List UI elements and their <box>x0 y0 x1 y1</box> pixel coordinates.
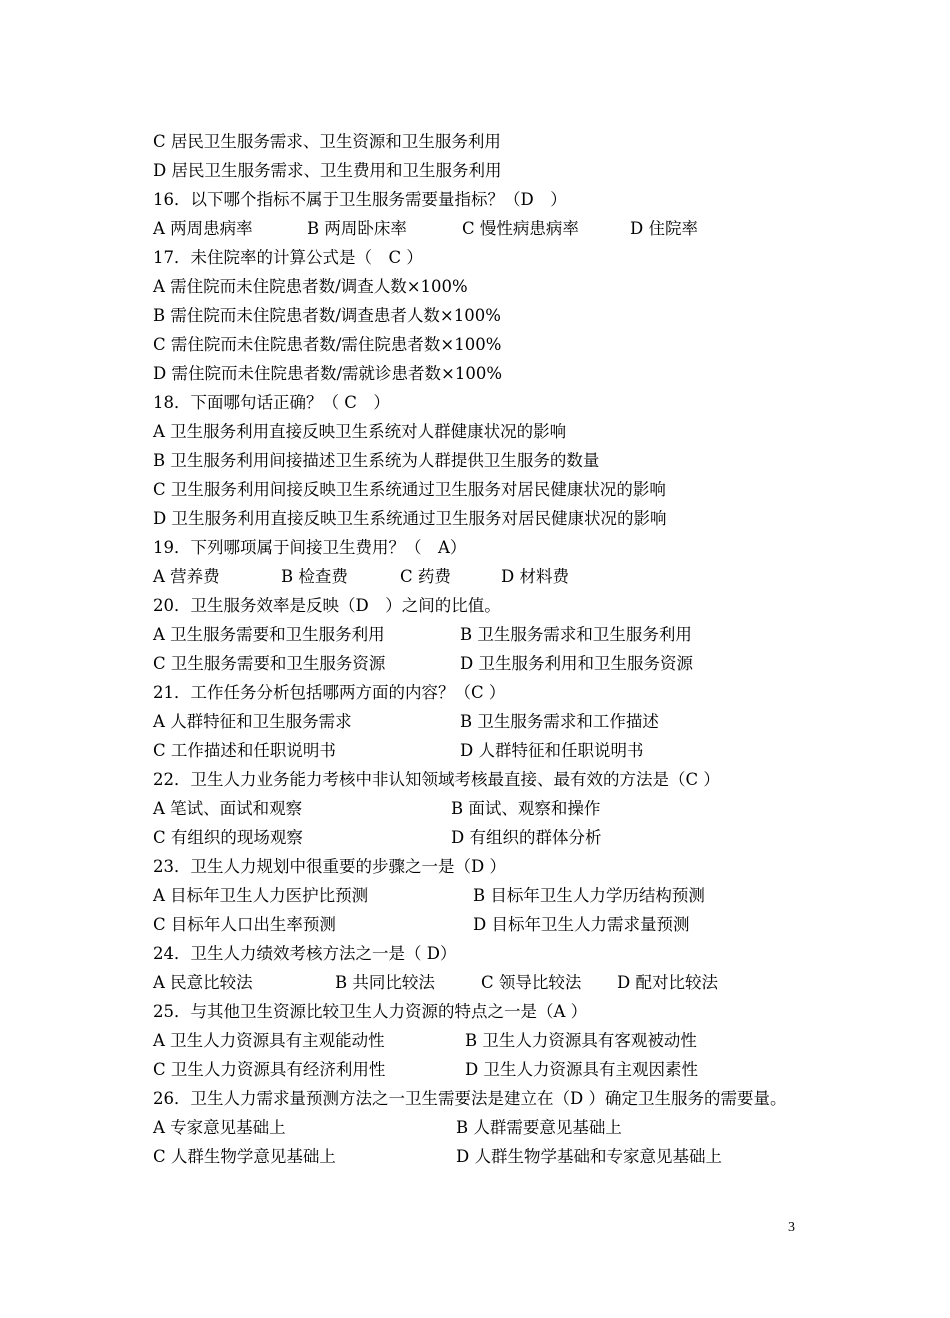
options-row <box>153 823 813 852</box>
options-row <box>153 1142 813 1171</box>
question-26: 26．卫生人力需求量预测方法之一卫生需要法是建立在（D ）确定卫生服务的需要量。 <box>153 1089 787 1108</box>
text-line: B 需住院而未住院患者数/调查患者人数×100% <box>153 306 501 325</box>
option: A 卫生服务需要和卫生服务利用 <box>153 625 385 644</box>
question-21: 21．工作任务分析包括哪两方面的内容？（C ） <box>153 683 506 702</box>
option: D 配对比较法 <box>617 973 718 992</box>
options-row <box>153 881 813 910</box>
text-line: C 需住院而未住院患者数/需住院患者数×100% <box>153 335 502 354</box>
option: D 卫生人力资源具有主观因素性 <box>465 1060 698 1079</box>
option: D 有组织的群体分析 <box>451 828 602 847</box>
page-number: 3 <box>788 1220 795 1235</box>
option: B 目标年卫生人力学历结构预测 <box>473 886 705 905</box>
option: C 有组织的现场观察 <box>153 828 303 847</box>
option: A 专家意见基础上 <box>153 1118 286 1137</box>
option: C 卫生服务需要和卫生服务资源 <box>153 654 386 673</box>
option: D 住院率 <box>630 219 698 238</box>
text-line: A 需住院而未住院患者数/调查人数×100% <box>153 277 468 296</box>
option: C 慢性病患病率 <box>462 219 579 238</box>
text-line: D 卫生服务利用直接反映卫生系统通过卫生服务对居民健康状况的影响 <box>153 509 667 528</box>
option: B 共同比较法 <box>335 973 435 992</box>
options-row <box>153 649 813 678</box>
options-row <box>153 1026 813 1055</box>
option: A 营养费 <box>153 567 220 586</box>
options-row <box>153 707 813 736</box>
question-16: 16．以下哪个指标不属于卫生服务需要量指标？（D ） <box>153 190 567 209</box>
option: D 人群生物学基础和专家意见基础上 <box>456 1147 722 1166</box>
text-line: A 卫生服务利用直接反映卫生系统对人群健康状况的影响 <box>153 422 567 441</box>
option: C 药费 <box>400 567 451 586</box>
options-row <box>153 968 813 997</box>
option: B 面试、观察和操作 <box>451 799 601 818</box>
options-row <box>153 562 813 591</box>
option: B 两周卧床率 <box>307 219 407 238</box>
option: B 卫生服务需求和工作描述 <box>460 712 659 731</box>
option: D 卫生服务利用和卫生服务资源 <box>460 654 693 673</box>
option: A 卫生人力资源具有主观能动性 <box>153 1031 385 1050</box>
option: A 民意比较法 <box>153 973 253 992</box>
options-row <box>153 1055 813 1084</box>
option: D 目标年卫生人力需求量预测 <box>473 915 690 934</box>
option: A 两周患病率 <box>153 219 253 238</box>
options-row <box>153 620 813 649</box>
option: C 卫生人力资源具有经济利用性 <box>153 1060 386 1079</box>
option: C 人群生物学意见基础上 <box>153 1147 336 1166</box>
option: C 目标年人口出生率预测 <box>153 915 336 934</box>
option: C 工作描述和任职说明书 <box>153 741 336 760</box>
option: A 笔试、面试和观察 <box>153 799 303 818</box>
text-line: C 卫生服务利用间接反映卫生系统通过卫生服务对居民健康状况的影响 <box>153 480 666 499</box>
text-line: C 居民卫生服务需求、卫生资源和卫生服务利用 <box>153 132 501 151</box>
text-line: D 居民卫生服务需求、卫生费用和卫生服务利用 <box>153 161 502 180</box>
option: D 材料费 <box>501 567 569 586</box>
question-18: 18．下面哪句话正确？（ C ） <box>153 393 390 412</box>
question-content <box>153 127 813 1171</box>
question-17: 17．未住院率的计算公式是（ C ） <box>153 248 423 267</box>
text-line: D 需住院而未住院患者数/需就诊患者数×100% <box>153 364 503 383</box>
option: C 领导比较法 <box>481 973 582 992</box>
question-23: 23．卫生人力规划中很重要的步骤之一是（D ） <box>153 857 506 876</box>
options-row <box>153 794 813 823</box>
question-25: 25．与其他卫生资源比较卫生人力资源的特点之一是（A ） <box>153 1002 588 1021</box>
option: B 卫生服务需求和卫生服务利用 <box>460 625 692 644</box>
option: D 人群特征和任职说明书 <box>460 741 644 760</box>
question-19: 19．下列哪项属于间接卫生费用？（ A） <box>153 538 467 557</box>
question-20: 20．卫生服务效率是反映（D ）之间的比值。 <box>153 596 501 615</box>
option: B 人群需要意见基础上 <box>456 1118 622 1137</box>
option: A 人群特征和卫生服务需求 <box>153 712 352 731</box>
options-row <box>153 1113 813 1142</box>
question-24: 24．卫生人力绩效考核方法之一是（ D） <box>153 944 457 963</box>
options-row <box>153 214 813 243</box>
options-row <box>153 910 813 939</box>
question-22: 22．卫生人力业务能力考核中非认知领域考核最直接、最有效的方法是（C ） <box>153 770 720 789</box>
option: B 检查费 <box>281 567 348 586</box>
option: B 卫生人力资源具有客观被动性 <box>465 1031 697 1050</box>
options-row <box>153 736 813 765</box>
text-line: B 卫生服务利用间接描述卫生系统为人群提供卫生服务的数量 <box>153 451 600 470</box>
option: A 目标年卫生人力医护比预测 <box>153 886 369 905</box>
